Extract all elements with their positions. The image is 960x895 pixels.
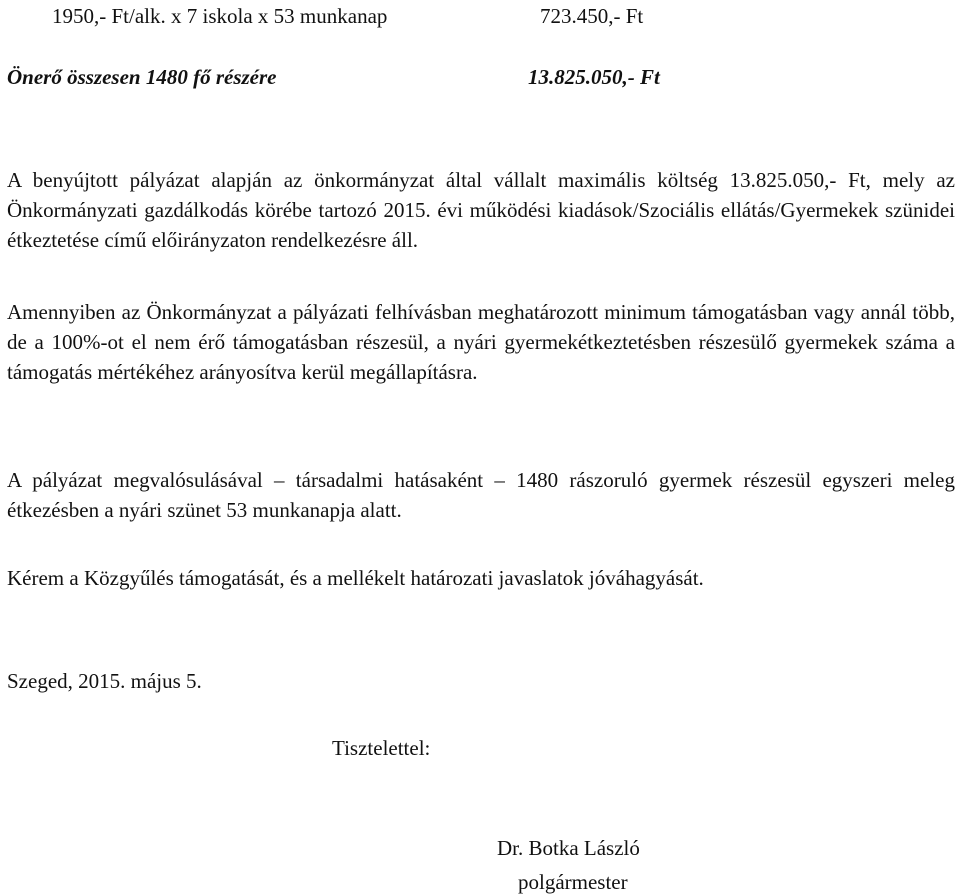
cost-label-total: Önerő összesen 1480 fő részére — [7, 65, 277, 89]
signatory-name: Dr. Botka László — [497, 836, 640, 860]
signatory-title: polgármester — [518, 870, 628, 894]
cost-amount-daily: 723.450,- Ft — [540, 4, 644, 28]
cost-amount-total: 13.825.050,- Ft — [528, 65, 660, 89]
paragraph-budget-source: A benyújtott pályázat alapján az önkormányzat által vállalt maximális költség 13.825.050,- Ft, mely az Önkormányzati gazdálkodás körébe tartozó 2015. évi működési kiadások/Szociális ellátás/Gyermekek szünidei étkeztetése című előirányzaton rendelkezésre áll. — [7, 168, 955, 252]
paragraph-support-condition: Amennyiben az Önkormányzat a pályázati felhívásban meghatározott minimum támogatásban vagy annál több, de a 100%-ot el nem érő támogatásban részesül, a nyári gyermekétkeztetésben részesülő gyermekek száma a támogatás mértékéhez arányosítva kerül megállapításra. — [7, 300, 955, 384]
paragraph-social-impact: A pályázat megvalósulásával – társadalmi hatásaként – 1480 rászoruló gyermek részesül egyszeri meleg étkezésben a nyári szünet 53 munkanapja alatt. — [7, 468, 955, 522]
place-date: Szeged, 2015. május 5. — [7, 669, 202, 693]
cost-label-daily: 1950,- Ft/alk. x 7 iskola x 53 munkanap — [52, 4, 388, 28]
paragraph-request: Kérem a Közgyűlés támogatását, és a mellékelt határozati javaslatok jóváhagyását. — [7, 566, 704, 590]
closing-greeting: Tisztelettel: — [332, 736, 431, 760]
